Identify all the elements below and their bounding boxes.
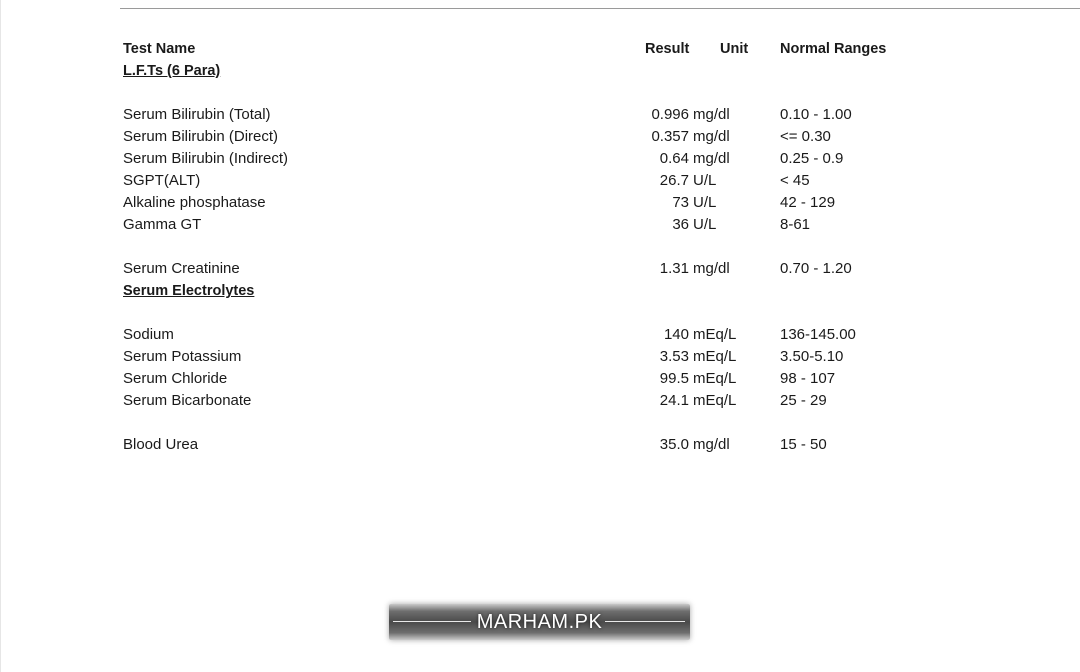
test-range: <= 0.30 [780, 128, 831, 145]
test-name: Serum Creatinine [123, 260, 240, 277]
test-name: SGPT(ALT) [123, 172, 201, 189]
test-result: 0.64 [659, 150, 689, 167]
test-unit: mg/dl [693, 128, 730, 145]
test-range: 25 - 29 [780, 392, 827, 409]
test-range: 0.10 - 1.00 [780, 106, 852, 123]
test-unit: U/L [693, 216, 717, 233]
header-test-name: Test Name [123, 41, 196, 57]
watermark-text: MARHAM.PK [476, 611, 603, 633]
test-unit: mEq/L [693, 370, 737, 387]
test-range: < 45 [780, 172, 810, 189]
test-result: 0.357 [651, 128, 689, 145]
test-range: 3.50-5.10 [780, 348, 844, 365]
test-name: Serum Bilirubin (Direct) [123, 128, 279, 145]
test-range: 136-145.00 [780, 326, 856, 343]
header-unit: Unit [720, 41, 749, 57]
section-title-lft: L.F.Ts (6 Para) [123, 63, 221, 79]
test-result: 1.31 [659, 260, 689, 277]
test-unit: mEq/L [693, 326, 737, 343]
test-result: 26.7 [659, 172, 689, 189]
test-result: 3.53 [659, 348, 689, 365]
test-name: Serum Bilirubin (Indirect) [123, 150, 289, 167]
header-result: Result [645, 41, 690, 57]
test-name: Serum Potassium [123, 348, 242, 365]
test-result: 24.1 [659, 392, 689, 409]
test-unit: U/L [693, 172, 717, 189]
test-range: 42 - 129 [780, 194, 836, 211]
watermark-banner [389, 604, 690, 640]
test-result: 35.0 [659, 436, 689, 453]
test-name: Gamma GT [123, 216, 202, 233]
test-result: 99.5 [659, 370, 689, 387]
test-result: 73 [672, 194, 689, 211]
test-name: Serum Chloride [123, 370, 228, 387]
test-unit: mEq/L [693, 348, 737, 365]
test-unit: mg/dl [693, 150, 730, 167]
test-name: Alkaline phosphatase [123, 194, 266, 211]
test-range: 98 - 107 [780, 370, 836, 387]
test-name: Serum Bilirubin (Total) [123, 106, 271, 123]
test-name: Blood Urea [123, 436, 199, 453]
test-range: 0.70 - 1.20 [780, 260, 852, 277]
test-unit: mg/dl [693, 106, 730, 123]
header-normal-ranges: Normal Ranges [780, 41, 887, 57]
test-result: 140 [663, 326, 689, 343]
test-result: 36 [672, 216, 689, 233]
test-result: 0.996 [651, 106, 689, 123]
test-name: Sodium [123, 326, 174, 343]
test-unit: mEq/L [693, 392, 737, 409]
test-range: 8-61 [780, 216, 811, 233]
test-range: 0.25 - 0.9 [780, 150, 844, 167]
test-unit: mg/dl [693, 436, 730, 453]
section-title-electrolytes: Serum Electrolytes [123, 283, 255, 299]
test-range: 15 - 50 [780, 436, 827, 453]
test-name: Serum Bicarbonate [123, 392, 252, 409]
test-unit: mg/dl [693, 260, 730, 277]
test-unit: U/L [693, 194, 717, 211]
